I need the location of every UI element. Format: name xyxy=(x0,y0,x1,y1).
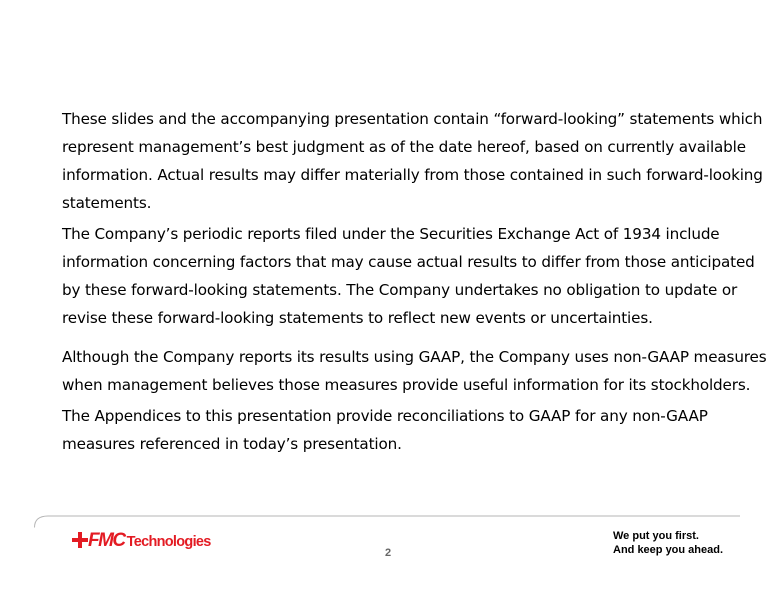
text-line: measures referenced in today’s presentation. xyxy=(62,435,402,453)
disclaimer-text xyxy=(62,105,767,458)
text-line: information concerning factors that may cause actual results to differ from those anticipated xyxy=(62,253,755,271)
fmc-technologies-logo xyxy=(72,530,211,552)
text-line: The Company’s periodic reports filed under the Securities Exchange Act of 1934 include xyxy=(62,225,720,243)
paragraph-periodic-reports xyxy=(62,220,755,332)
page-number: 2 xyxy=(384,547,392,559)
text-line: Although the Company reports its results using GAAP, the Company uses non-GAAP measures xyxy=(62,348,767,366)
logo-fmc-text: FMC xyxy=(88,530,125,551)
logo-technologies-text: Technologies xyxy=(126,534,211,550)
tagline xyxy=(613,529,723,557)
text-line: The Appendices to this presentation provide reconciliations to GAAP for any non-GAAP xyxy=(62,407,708,425)
text-line: when management believes those measures provide useful information for its stockholders. xyxy=(62,376,751,394)
tagline-line: We put you first. xyxy=(613,530,699,542)
text-line: represent management’s best judgment as of the date hereof, based on currently available xyxy=(62,138,746,156)
paragraph-gaap xyxy=(62,343,767,399)
paragraph-appendices xyxy=(62,402,722,458)
text-line: statements. xyxy=(62,194,152,212)
text-line: by these forward-looking statements. The Company undertakes no obligation to update or xyxy=(62,281,738,299)
tagline-line: And keep you ahead. xyxy=(613,544,724,556)
paragraph-forward-looking xyxy=(62,105,763,217)
footer-divider xyxy=(34,514,740,528)
text-line: information. Actual results may differ materially from those contained in such forward-looking xyxy=(62,166,763,184)
fmc-cross-logo-icon xyxy=(72,532,88,548)
text-line: These slides and the accompanying presentation contain “forward-looking” statements which xyxy=(62,110,763,128)
text-line: revise these forward-looking statements to reflect new events or uncertainties. xyxy=(62,309,653,327)
